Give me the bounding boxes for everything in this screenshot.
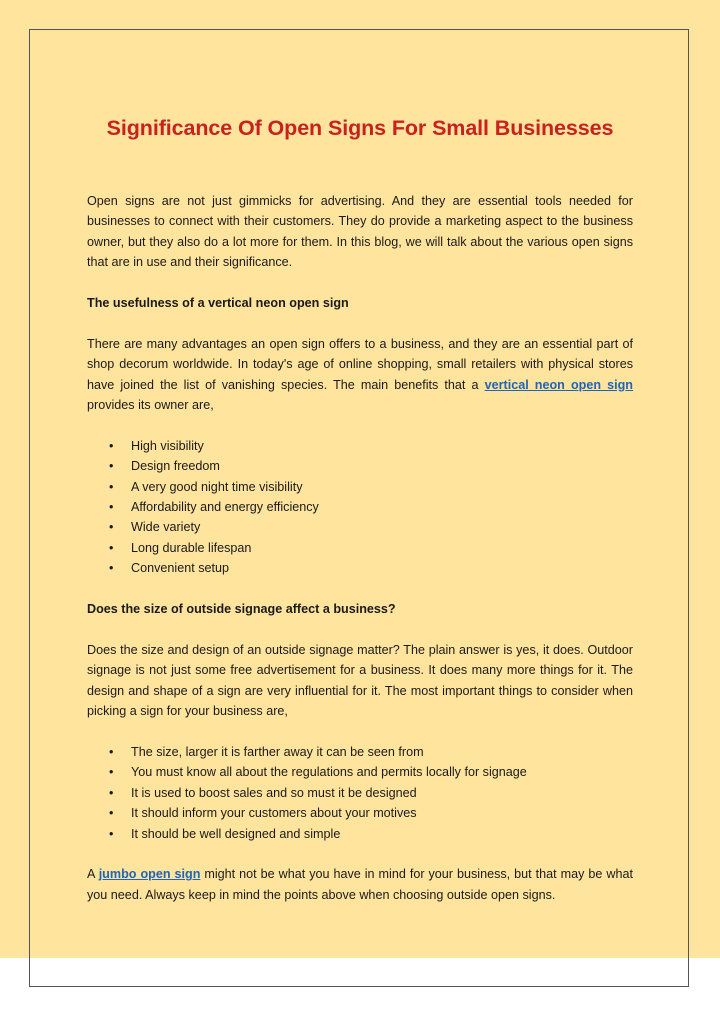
list-item: • Affordability and energy efficiency [87,497,633,517]
bullet-icon: • [109,826,114,841]
list-item: • The size, larger it is farther away it can be seen from [87,742,633,762]
size-paragraph: Does the size and design of an outside signage matter? The plain answer is yes, it does. Outdoor signage is not just some free advertisement for a business. It does many more things for it. The design and shape of a sign are very influential for it. The most important things to consider when picking a sign for your business are, [87,642,633,719]
closing-paragraph [87,864,633,905]
intro-paragraph: Open signs are not just gimmicks for advertising. And they are essential tools needed for businesses to connect with their customers. They do provide a marketing aspect to the business owner, but they also do a lot more for them. In this blog, we will talk about the various open signs that are in use and their significance. [87,194,633,270]
list-item: • It should inform your customers about your motives [87,803,633,823]
list-item: • Design freedom [87,456,633,476]
bullet-icon: • [109,806,114,821]
bullet-icon: • [109,438,114,453]
considerations-list [87,742,633,844]
benefits-list [87,436,633,579]
list-item: • Wide variety [87,517,633,537]
neon-paragraph [87,334,633,416]
closing-text-start: A [87,867,99,882]
neon-paragraph-text-end: provides its owner are, [87,398,214,413]
document-title: Significance Of Open Signs For Small Businesses [106,116,614,140]
list-item: • It should be well designed and simple [87,824,633,844]
bullet-icon: • [109,765,114,780]
bullet-icon: • [109,785,114,800]
list-item: • It is used to boost sales and so must it be designed [87,783,633,803]
list-item: • High visibility [87,436,633,456]
closing-text-end: might not be what you have in mind for your business, but that may be what you need. Always keep in mind the points above when choosing outside open signs. [87,867,633,902]
jumbo-open-sign-link[interactable]: jumbo open sign [98,867,201,882]
bullet-icon: • [109,479,114,494]
section-heading-neon: The usefulness of a vertical neon open sign [87,296,349,311]
bullet-icon: • [109,561,114,576]
bullet-icon: • [109,459,114,474]
list-item: • Convenient setup [87,558,633,578]
list-item: • Long durable lifespan [87,538,633,558]
list-item: • A very good night time visibility [87,477,633,497]
bullet-icon: • [109,540,114,555]
bullet-icon: • [109,744,114,759]
section-heading-size: Does the size of outside signage affect a business? [87,602,396,617]
neon-paragraph-text-start: There are many advantages an open sign offers to a business, and they are an essential part of shop decorum worldwide. In today's age of online shopping, small retailers with physical stores have joined the list of vanishing species. The main benefits that a [87,336,633,392]
list-item: • You must know all about the regulations and permits locally for signage [87,762,633,782]
vertical-neon-open-sign-link[interactable]: vertical neon open sign [484,377,633,392]
document-body [87,191,633,905]
bullet-icon: • [109,520,114,535]
bullet-icon: • [109,500,114,515]
